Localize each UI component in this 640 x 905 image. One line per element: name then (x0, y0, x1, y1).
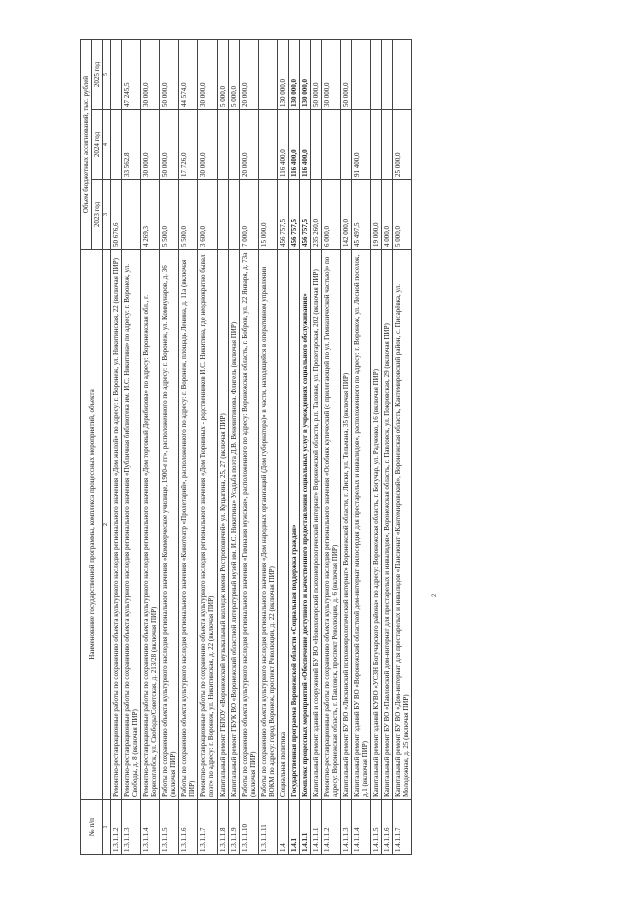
row-value-2024: 17 726,0 (179, 110, 198, 180)
column-number: 4 (103, 110, 111, 180)
table-row (393, 40, 412, 855)
row-value-2024: 91 400,0 (352, 110, 371, 180)
row-value-2025 (382, 40, 393, 110)
row-value-2023: 456 757,5 (277, 180, 288, 250)
row-number: 1.3.1.1.3 (122, 800, 141, 855)
row-value-2025: 5 000,0 (228, 40, 239, 110)
row-number: 1.4.1.1 (299, 800, 310, 855)
row-value-2023: 456 757,5 (299, 180, 310, 250)
header-year: 2024 год (92, 110, 103, 180)
table-row (179, 40, 198, 855)
row-value-2025: 130 000,0 (299, 40, 310, 110)
header-funds: Объем бюджетных ассигнований, тыс. рублей (81, 40, 92, 250)
row-value-2025: 130 000,0 (277, 40, 288, 110)
row-number: 1.4.1.1.5 (371, 800, 382, 855)
row-name: Капитальный ремонт зданий и сооружений БУ ВО «Новохоперский психоневрологический интернат» Воронежской области, р.п. Таловая, ул. Пролетарская, 202 (включая ПИР) (310, 250, 321, 800)
column-number: 5 (103, 40, 111, 110)
column-number: 3 (103, 180, 111, 250)
table-row (198, 40, 217, 855)
row-number: 1.4.1.1.7 (393, 800, 412, 855)
row-name: Капитальный ремонт БУ ВО «Павловский дом-интернат для престарелых и инвалидов», Воронежская область, г. Павловск, ул. Покровская, 29 (включая ПИР) (382, 250, 393, 800)
row-value-2024 (341, 110, 352, 180)
row-value-2023 (217, 180, 228, 250)
row-number: 1.4.1.1.4 (352, 800, 371, 855)
row-number: 1.3.1.1.6 (179, 800, 198, 855)
row-value-2023: 6 000,0 (321, 180, 340, 250)
row-value-2024: 20 000,0 (239, 110, 258, 180)
row-value-2023: 235 260,0 (310, 180, 321, 250)
row-value-2024: 30 000,0 (141, 110, 160, 180)
table-row (141, 40, 160, 855)
header-number: № п/п (81, 800, 103, 855)
row-name: Ремонтно-реставрационные работы по сохранению объекта культурного наследия регионального значения «Дом Тюрниных - родственников И.С. Никитина, где неоднократно бывал поэт» по адресу: г. Воронеж, ул. Никитинская, д. 22 (включая ПИР) (198, 250, 217, 800)
row-number: 1.3.1.1.8 (217, 800, 228, 855)
table-row (122, 40, 141, 855)
table-row (310, 40, 321, 855)
row-value-2025: 47 245,5 (122, 40, 141, 110)
row-value-2024 (310, 110, 321, 180)
row-name: Комплекс процессных мероприятий «Обеспечение доступного и качественного предоставления социальных услуг в учреждениях социального обслуживания» (299, 250, 310, 800)
table-row (228, 40, 239, 855)
table-row (321, 40, 340, 855)
row-value-2024 (110, 110, 121, 180)
row-name: Работы по сохранению объекта культурного наследия регионального значения «Кинотеатр «Пролетарий», расположенного по адресу: г. Воронеж, площадь Ленина, д. 11а (включая ПИР) (179, 250, 198, 800)
row-value-2023 (122, 180, 141, 250)
row-value-2025: 30 000,0 (198, 40, 217, 110)
row-value-2023: 45 497,5 (352, 180, 371, 250)
row-value-2025: 20 000,0 (239, 40, 258, 110)
table-row (160, 40, 179, 855)
row-value-2025: 50 000,0 (341, 40, 352, 110)
column-number-row (103, 40, 111, 855)
row-value-2025: 30 000,0 (321, 40, 340, 110)
row-value-2024 (228, 110, 239, 180)
row-value-2023: 5 500,0 (179, 180, 198, 250)
row-number: 1.4.1.1.2 (321, 800, 340, 855)
row-value-2025: 130 000,0 (288, 40, 299, 110)
row-value-2025: 5 000,0 (217, 40, 228, 110)
row-value-2023: 50 676,6 (110, 180, 121, 250)
row-name: Социальная политика (277, 250, 288, 800)
row-value-2024: 116 400,0 (299, 110, 310, 180)
row-number: 1.4 (277, 800, 288, 855)
page-mark: 2 (432, 593, 438, 597)
row-number: 1.3.1.1.7 (198, 800, 217, 855)
row-name: Капитальный ремонт ГБПОУ «Воронежский музыкальный колледж имени Ростроповичей» ул. Куцыгина, 25, 27 (включая ПИР) (217, 250, 228, 800)
row-name: Ремонтно-реставрационные работы по сохранению объекта культурного наследия регионального значения «Публичная библиотека им. И.С. Никитина» по адресу: г. Воронеж, ул. Свободы, д. 8 (включая ПИР) (122, 250, 141, 800)
row-value-2025 (110, 40, 121, 110)
row-value-2023: 5 500,0 (160, 180, 179, 250)
row-value-2024: 116 400,0 (288, 110, 299, 180)
row-value-2024 (258, 110, 277, 180)
row-value-2023: 15 000,0 (258, 180, 277, 250)
table-row (352, 40, 371, 855)
table-row (371, 40, 382, 855)
table-row (341, 40, 352, 855)
row-value-2025 (352, 40, 371, 110)
row-name: Ремонтно-реставрационные работы по сохранению объекта культурного наследия регионального значения «Дом торговый Дерибизова» по адресу: Воронежская обл., г. Борисоглебск, ул. Свободы/Советская, д. 213/28 (включая ПИР) (141, 250, 160, 800)
row-number: 1.4.1 (288, 800, 299, 855)
row-value-2023: 456 757,5 (288, 180, 299, 250)
row-name: Капитальный ремонт зданий БУ ВО «Воронежский областной дом-интернат милосердия для престарелых и инвалидов», расположенного по адресу: г. Воронеж, ул. Лесной поселок, д.1 (включая ПИР) (352, 250, 371, 800)
row-number: 1.3.1.1.2 (110, 800, 121, 855)
table-row (382, 40, 393, 855)
header-year: 2023 год (92, 180, 103, 250)
budget-table (80, 39, 412, 855)
row-value-2025: 50 000,0 (160, 40, 179, 110)
row-value-2025 (393, 40, 412, 110)
row-number: 1.3.1.1.4 (141, 800, 160, 855)
row-number: 1.4.1.1.3 (341, 800, 352, 855)
row-value-2024 (321, 110, 340, 180)
row-value-2025: 30 000,0 (141, 40, 160, 110)
table-row (277, 40, 288, 855)
row-name: Капитальный ремонт БУ ВО «Лискинский психоневрологический интернат» Воронежской области, г. Лиски, ул. Тельмана, 35 (включая ПИР) (341, 250, 352, 800)
header-year: 2025 год (92, 40, 103, 110)
column-number: 2 (103, 250, 111, 800)
row-name: Капитальный ремонт зданий КУВО «УСЗН Богучарского района» по адресу: Воронежская область, г. Богучар, ул. Радченко, 16 (включая ПИР) (371, 250, 382, 800)
table-row (217, 40, 228, 855)
table-row (258, 40, 277, 855)
row-number: 1.3.1.1.11 (258, 800, 277, 855)
row-number: 1.4.1.1.1 (310, 800, 321, 855)
table-row (110, 40, 121, 855)
row-name: Капитальный ремонт ГБУК ВО «Воронежский областной литературный музей им. И.С. Никитина» Усадьба поэта Д.В. Веневитинова. Флигель (включая ПИР) (228, 250, 239, 800)
row-value-2025 (371, 40, 382, 110)
header-name: Наименование государственной программы, комплекса процессных мероприятий, объекта (81, 250, 103, 800)
row-value-2023: 7 000,0 (239, 180, 258, 250)
row-name: Работы по сохранению объекта культурного наследия регионального значения «Гимназия мужская», расположенного по адресу: Воронежская область, г. Бобров, ул. 22 Января, д. 73а (включая ПИР) (239, 250, 258, 800)
row-number: 1.3.1.1.5 (160, 800, 179, 855)
row-value-2025: 50 000,0 (310, 40, 321, 110)
row-name: Работы по сохранению объекта культурного наследия регионального значения «Дом народных организаций (Дом губернатора)» в части, находящейся в оперативном управлении ВОКМ по адресу: город Воронеж, проспект Революции, д. 22 (включая ПИР) (258, 250, 277, 800)
row-value-2024: 50 000,0 (160, 110, 179, 180)
row-name: Ремонтно-реставрационные работы по сохранению объекта культурного наследия регионального значения «Особняк купеческий (с прилегающей по ул. Гимназической частью)» по адресу: Воронежская область, г. Павловск, проспект Революции, д. 6 (включая ПИР) (321, 250, 340, 800)
row-value-2024: 25 000,0 (393, 110, 412, 180)
row-number: 1.3.1.1.10 (239, 800, 258, 855)
row-value-2024: 30 000,0 (198, 110, 217, 180)
row-value-2025: 44 574,0 (179, 40, 198, 110)
row-value-2023: 5 000,0 (393, 180, 412, 250)
row-name: Капитальный ремонт БУ ВО «Дом-интернат для престарелых и инвалидов «Пансионат «Кантемировский», Воронежская область, Кантемировский район, с. Писарёвка, ул. Молодежная, д. 25 (включая ПИР) (393, 250, 412, 800)
header-row (81, 40, 92, 855)
row-name: Ремонтно-реставрационные работы по сохранению объекта культурного наследия регионального значения «Дом жилой» по адресу: г. Воронеж, ул. Никитинская, 22 (включая ПИР) (110, 250, 121, 800)
table-row (288, 40, 299, 855)
row-value-2023: 19 000,0 (371, 180, 382, 250)
row-value-2023: 4 269,3 (141, 180, 160, 250)
row-name: Государственная программа Воронежской области «Социальная поддержка граждан» (288, 250, 299, 800)
row-value-2023 (228, 180, 239, 250)
row-value-2024: 33 562,8 (122, 110, 141, 180)
row-number: 1.4.1.1.6 (382, 800, 393, 855)
row-value-2025 (258, 40, 277, 110)
column-number: 1 (103, 800, 111, 855)
table-row (239, 40, 258, 855)
row-value-2024: 116 400,0 (277, 110, 288, 180)
row-value-2023: 3 600,0 (198, 180, 217, 250)
row-value-2023: 4 000,0 (382, 180, 393, 250)
row-value-2024 (217, 110, 228, 180)
row-value-2024 (371, 110, 382, 180)
row-value-2023: 142 000,0 (341, 180, 352, 250)
row-value-2024 (382, 110, 393, 180)
table-row (299, 40, 310, 855)
row-number: 1.3.1.1.9 (228, 800, 239, 855)
row-name: Работы по сохранению объекта культурного наследия регионального значения «Коммерческое училище, 1900-е гг», расположенного по адресу: г. Воронеж, ул. Коммунаров, д. 36 (включая ПИР) (160, 250, 179, 800)
